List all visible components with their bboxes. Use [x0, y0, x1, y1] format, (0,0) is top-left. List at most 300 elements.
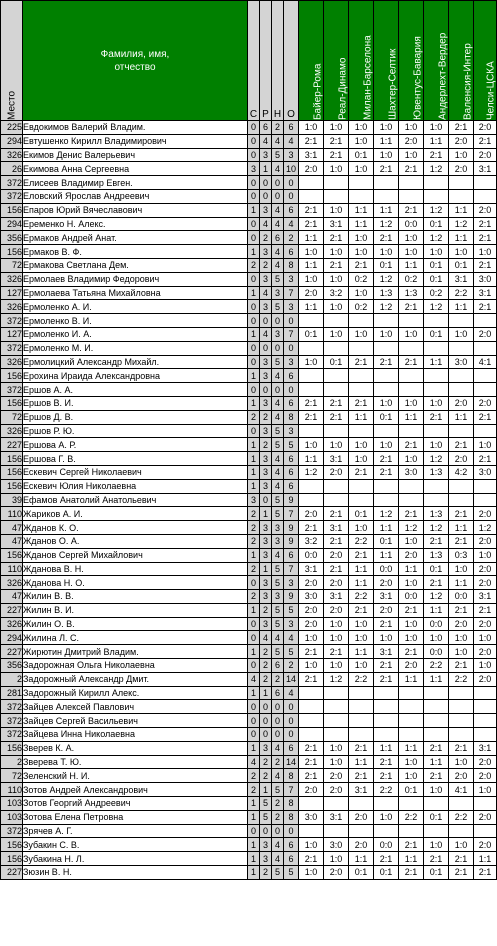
stat-cell: 4	[284, 686, 299, 700]
stat-cell: 1	[248, 603, 260, 617]
score-cell	[449, 824, 474, 838]
stat-cell: 4	[284, 631, 299, 645]
stat-cell: 1	[260, 783, 272, 797]
score-cell: 2:1	[399, 355, 424, 369]
score-cell	[399, 189, 424, 203]
score-cell: 1:1	[424, 134, 449, 148]
match-header: Валенсия-Интер	[449, 1, 474, 121]
score-cell: 0:1	[299, 327, 324, 341]
stat-cell: 5	[272, 355, 284, 369]
score-cell: 1:0	[299, 272, 324, 286]
score-cell	[349, 189, 374, 203]
score-cell: 2:0	[299, 507, 324, 521]
score-cell	[449, 714, 474, 728]
score-cell: 1:0	[399, 245, 424, 259]
score-cell	[349, 479, 374, 493]
score-cell: 1:0	[324, 162, 349, 176]
score-cell: 2:0	[474, 645, 497, 659]
score-cell	[399, 493, 424, 507]
match-header: Андерлехт-Вердер	[424, 1, 449, 121]
score-cell	[449, 424, 474, 438]
score-cell: 1:1	[374, 741, 399, 755]
score-cell	[349, 714, 374, 728]
score-cell: 3:1	[449, 272, 474, 286]
score-cell	[399, 700, 424, 714]
score-cell	[374, 424, 399, 438]
place-cell: 156	[1, 203, 23, 217]
score-cell: 2:1	[449, 507, 474, 521]
stat-cell: 0	[272, 341, 284, 355]
stat-header-points: О	[284, 1, 299, 121]
score-cell	[449, 493, 474, 507]
score-cell	[299, 493, 324, 507]
score-cell: 2:0	[474, 576, 497, 590]
stat-cell: 5	[284, 645, 299, 659]
score-cell: 2:1	[324, 134, 349, 148]
score-cell	[324, 479, 349, 493]
place-cell: 326	[1, 272, 23, 286]
table-row	[1, 355, 497, 369]
stat-cell: 3	[272, 327, 284, 341]
stat-cell: 0	[260, 714, 272, 728]
score-cell	[299, 176, 324, 190]
score-cell: 1:1	[399, 741, 424, 755]
score-cell: 1:0	[399, 327, 424, 341]
name-cell: Ершова А. Р.	[23, 438, 248, 452]
stat-cell: 0	[248, 383, 260, 397]
score-cell	[299, 728, 324, 742]
place-cell: 227	[1, 866, 23, 880]
place-cell: 372	[1, 383, 23, 397]
stat-cell: 9	[284, 534, 299, 548]
score-cell: 1:0	[449, 245, 474, 259]
table-row	[1, 396, 497, 410]
stat-cell: 0	[248, 576, 260, 590]
score-cell	[449, 797, 474, 811]
score-cell: 1:0	[324, 300, 349, 314]
table-row	[1, 852, 497, 866]
score-cell: 2:1	[474, 603, 497, 617]
score-cell: 0:1	[374, 534, 399, 548]
stat-cell: 3	[260, 355, 272, 369]
score-cell: 2:0	[474, 755, 497, 769]
table-row	[1, 866, 497, 880]
score-cell: 2:1	[449, 534, 474, 548]
stat-cell: 6	[284, 548, 299, 562]
stat-cell: 0	[284, 700, 299, 714]
stat-cell: 3	[260, 203, 272, 217]
name-cell: Ершова Г. В.	[23, 452, 248, 466]
score-cell	[299, 314, 324, 328]
score-cell	[349, 824, 374, 838]
stat-cell: 0	[260, 341, 272, 355]
score-cell: 1:0	[374, 396, 399, 410]
stat-cell: 2	[248, 562, 260, 576]
score-cell	[324, 824, 349, 838]
name-cell: Евтушенко Кирилл Владимирович	[23, 134, 248, 148]
score-cell: 2:1	[474, 452, 497, 466]
score-cell	[399, 797, 424, 811]
score-cell: 1:0	[324, 327, 349, 341]
score-cell: 1:1	[349, 852, 374, 866]
stat-cell: 2	[248, 258, 260, 272]
score-cell: 1:0	[474, 783, 497, 797]
score-cell: 3:0	[449, 355, 474, 369]
place-cell: 110	[1, 507, 23, 521]
stat-cell: 4	[272, 452, 284, 466]
score-cell: 1:0	[349, 631, 374, 645]
place-cell: 156	[1, 245, 23, 259]
place-cell: 26	[1, 162, 23, 176]
name-cell: Жилин В. И.	[23, 603, 248, 617]
name-cell: Зотов Андрей Александрович	[23, 783, 248, 797]
score-cell: 1:1	[399, 258, 424, 272]
place-cell: 72	[1, 769, 23, 783]
score-cell: 0:1	[424, 272, 449, 286]
score-cell: 3:1	[374, 645, 399, 659]
score-cell	[449, 314, 474, 328]
place-cell: 281	[1, 686, 23, 700]
score-cell: 1:0	[324, 245, 349, 259]
score-cell: 1:1	[449, 521, 474, 535]
score-cell	[449, 700, 474, 714]
score-cell: 0:1	[349, 507, 374, 521]
score-cell	[349, 493, 374, 507]
score-cell: 2:1	[374, 659, 399, 673]
stat-cell: 8	[284, 258, 299, 272]
score-cell	[424, 824, 449, 838]
place-cell: 372	[1, 189, 23, 203]
stat-cell: 0	[248, 631, 260, 645]
score-cell	[349, 700, 374, 714]
stat-cell: 1	[248, 327, 260, 341]
score-cell: 1:0	[424, 838, 449, 852]
score-cell: 1:0	[299, 438, 324, 452]
stat-cell: 6	[284, 369, 299, 383]
score-cell: 2:2	[449, 810, 474, 824]
place-cell: 2	[1, 755, 23, 769]
place-cell: 156	[1, 452, 23, 466]
stat-cell: 3	[272, 590, 284, 604]
score-cell: 2:0	[324, 783, 349, 797]
name-cell: Ермакова Светлана Дем.	[23, 258, 248, 272]
score-cell: 0:3	[449, 548, 474, 562]
stat-cell: 3	[260, 452, 272, 466]
table-row	[1, 797, 497, 811]
stat-cell: 0	[260, 493, 272, 507]
score-cell	[424, 383, 449, 397]
stat-cell: 0	[284, 714, 299, 728]
score-cell: 2:1	[424, 576, 449, 590]
stat-cell: 1	[260, 686, 272, 700]
score-cell	[374, 369, 399, 383]
score-cell: 3:1	[324, 217, 349, 231]
score-cell: 1:1	[449, 300, 474, 314]
table-row	[1, 258, 497, 272]
stat-cell: 3	[284, 272, 299, 286]
score-cell	[474, 341, 497, 355]
score-cell: 1:0	[349, 452, 374, 466]
score-cell: 1:1	[399, 672, 424, 686]
table-row	[1, 521, 497, 535]
stat-cell: 4	[272, 631, 284, 645]
score-cell: 2:1	[399, 866, 424, 880]
table-row	[1, 659, 497, 673]
table-row	[1, 769, 497, 783]
stat-cell: 1	[248, 479, 260, 493]
place-cell: 326	[1, 355, 23, 369]
stat-cell: 0	[284, 189, 299, 203]
score-cell: 2:0	[474, 534, 497, 548]
stat-cell: 0	[248, 341, 260, 355]
stat-cell: 4	[272, 479, 284, 493]
stat-cell: 2	[272, 672, 284, 686]
stat-cell: 8	[284, 810, 299, 824]
score-cell: 2:0	[449, 396, 474, 410]
place-cell: 326	[1, 300, 23, 314]
score-cell: 2:0	[449, 134, 474, 148]
score-cell: 2:0	[449, 617, 474, 631]
stat-cell: 1	[260, 562, 272, 576]
score-cell: 0:1	[424, 562, 449, 576]
name-cell: Евдокимов Валерий Владим.	[23, 121, 248, 135]
stat-cell: 3	[284, 148, 299, 162]
score-cell: 1:2	[374, 272, 399, 286]
stat-cell: 5	[272, 272, 284, 286]
score-cell: 1:1	[449, 231, 474, 245]
score-cell: 0:0	[374, 562, 399, 576]
stat-cell: 3	[260, 245, 272, 259]
score-cell: 1:0	[324, 272, 349, 286]
place-cell: 156	[1, 396, 23, 410]
score-cell: 2:0	[474, 148, 497, 162]
score-cell: 2:0	[299, 783, 324, 797]
stat-cell: 0	[284, 314, 299, 328]
stat-cell: 2	[260, 659, 272, 673]
score-cell	[474, 369, 497, 383]
stat-cell: 3	[284, 576, 299, 590]
score-cell: 1:2	[374, 217, 399, 231]
score-cell: 1:0	[424, 783, 449, 797]
score-cell: 2:1	[449, 741, 474, 755]
score-cell: 1:0	[449, 838, 474, 852]
name-cell: Жирютин Дмитрий Владим.	[23, 645, 248, 659]
stat-cell: 2	[284, 231, 299, 245]
stat-cell: 4	[248, 755, 260, 769]
stat-cell: 1	[248, 838, 260, 852]
score-cell: 4:1	[474, 355, 497, 369]
place-cell: 47	[1, 521, 23, 535]
score-cell: 1:0	[324, 755, 349, 769]
score-cell	[399, 686, 424, 700]
score-cell: 1:0	[349, 438, 374, 452]
score-cell	[474, 479, 497, 493]
place-cell: 47	[1, 534, 23, 548]
score-cell: 0:1	[424, 810, 449, 824]
table-row	[1, 148, 497, 162]
stat-cell: 1	[248, 810, 260, 824]
table-row	[1, 438, 497, 452]
match-header: Шахтер-Селтик	[374, 1, 399, 121]
score-cell: 1:0	[349, 521, 374, 535]
score-cell	[399, 341, 424, 355]
score-cell	[374, 314, 399, 328]
stat-cell: 5	[272, 148, 284, 162]
score-cell	[474, 383, 497, 397]
score-cell: 1:1	[349, 755, 374, 769]
score-cell: 2:1	[349, 396, 374, 410]
stat-cell: 0	[272, 700, 284, 714]
score-cell: 2:1	[424, 410, 449, 424]
stat-cell: 0	[284, 728, 299, 742]
score-cell: 1:3	[424, 465, 449, 479]
table-row	[1, 741, 497, 755]
score-cell	[299, 189, 324, 203]
score-cell: 1:0	[424, 438, 449, 452]
score-cell	[374, 824, 399, 838]
score-cell: 0:0	[449, 590, 474, 604]
score-cell	[299, 383, 324, 397]
score-cell: 0:1	[374, 258, 399, 272]
score-cell	[449, 479, 474, 493]
score-cell: 1:0	[399, 755, 424, 769]
place-cell: 156	[1, 369, 23, 383]
stat-cell: 5	[284, 603, 299, 617]
score-cell	[324, 383, 349, 397]
stat-cell: 0	[248, 700, 260, 714]
name-cell: Зотова Елена Петровна	[23, 810, 248, 824]
name-cell: Ершов Д. В.	[23, 410, 248, 424]
stat-cell: 5	[284, 438, 299, 452]
stat-cell: 4	[272, 741, 284, 755]
score-cell: 1:1	[474, 852, 497, 866]
score-cell: 3:0	[324, 838, 349, 852]
stat-cell: 0	[272, 189, 284, 203]
score-cell: 2:1	[399, 300, 424, 314]
name-cell: Зубакина Н. Л.	[23, 852, 248, 866]
table-row	[1, 534, 497, 548]
name-cell: Ермаков В. Ф.	[23, 245, 248, 259]
score-cell: 2:0	[299, 603, 324, 617]
place-cell: 156	[1, 479, 23, 493]
score-cell: 2:0	[324, 769, 349, 783]
score-cell: 1:1	[349, 576, 374, 590]
place-cell: 356	[1, 231, 23, 245]
score-cell: 2:2	[349, 672, 374, 686]
stat-cell: 0	[248, 148, 260, 162]
score-cell: 1:0	[449, 645, 474, 659]
stat-cell: 7	[284, 327, 299, 341]
name-cell: Ерохина Ираида Александровна	[23, 369, 248, 383]
stat-cell: 7	[284, 507, 299, 521]
stat-cell: 5	[272, 645, 284, 659]
stat-cell: 0	[260, 189, 272, 203]
stat-cell: 1	[248, 396, 260, 410]
score-cell: 1:1	[424, 672, 449, 686]
score-cell: 1:1	[299, 452, 324, 466]
score-cell: 1:3	[424, 548, 449, 562]
score-cell: 3:0	[474, 272, 497, 286]
score-cell: 2:1	[349, 603, 374, 617]
stat-cell: 2	[248, 507, 260, 521]
score-cell	[424, 714, 449, 728]
stat-cell: 0	[260, 728, 272, 742]
stat-cell: 0	[272, 824, 284, 838]
score-cell: 1:0	[324, 631, 349, 645]
stat-header-draws: Н	[272, 1, 284, 121]
score-cell: 1:0	[299, 631, 324, 645]
score-cell	[449, 189, 474, 203]
score-cell	[349, 341, 374, 355]
score-cell	[349, 686, 374, 700]
stat-cell: 0	[260, 700, 272, 714]
stat-cell: 3	[260, 396, 272, 410]
score-cell	[424, 341, 449, 355]
score-cell: 2:1	[399, 645, 424, 659]
stat-cell: 2	[272, 755, 284, 769]
score-cell	[349, 728, 374, 742]
stat-cell: 8	[284, 769, 299, 783]
name-cell: Зотов Георгий Андреевич	[23, 797, 248, 811]
stat-cell: 5	[272, 783, 284, 797]
stat-cell: 2	[260, 410, 272, 424]
score-cell: 2:1	[474, 258, 497, 272]
stat-cell: 6	[284, 852, 299, 866]
score-cell	[374, 383, 399, 397]
score-cell: 1:2	[374, 507, 399, 521]
score-cell	[474, 714, 497, 728]
score-cell: 2:0	[399, 548, 424, 562]
table-row	[1, 783, 497, 797]
score-cell: 3:1	[349, 783, 374, 797]
score-cell	[449, 176, 474, 190]
score-cell: 0:0	[424, 645, 449, 659]
table-row	[1, 217, 497, 231]
table-body	[1, 121, 497, 880]
score-cell: 1:0	[349, 162, 374, 176]
score-cell: 2:1	[299, 410, 324, 424]
table-row	[1, 245, 497, 259]
name-cell: Ермолаева Татьяна Михайловна	[23, 286, 248, 300]
score-cell: 2:1	[349, 548, 374, 562]
score-cell: 1:0	[349, 617, 374, 631]
stat-cell: 2	[260, 769, 272, 783]
stat-cell: 5	[272, 493, 284, 507]
name-cell: Зайцева Инна Николаевна	[23, 728, 248, 742]
table-row	[1, 755, 497, 769]
name-cell: Ершов Р. Ю.	[23, 424, 248, 438]
score-cell: 3:0	[299, 810, 324, 824]
score-cell: 1:0	[399, 148, 424, 162]
score-cell: 2:1	[474, 217, 497, 231]
score-cell: 3:0	[474, 465, 497, 479]
score-cell: 0:1	[399, 783, 424, 797]
score-cell: 2:1	[449, 121, 474, 135]
place-cell: 326	[1, 424, 23, 438]
table-row	[1, 686, 497, 700]
score-cell: 2:1	[299, 203, 324, 217]
score-cell: 1:2	[424, 300, 449, 314]
score-cell: 2:0	[374, 603, 399, 617]
score-cell	[474, 189, 497, 203]
score-cell: 1:1	[399, 562, 424, 576]
score-cell: 1:2	[474, 521, 497, 535]
name-cell: Задорожный Александр Дмит.	[23, 672, 248, 686]
place-cell: 372	[1, 341, 23, 355]
score-cell	[424, 728, 449, 742]
place-cell: 156	[1, 838, 23, 852]
stat-cell: 2	[260, 755, 272, 769]
